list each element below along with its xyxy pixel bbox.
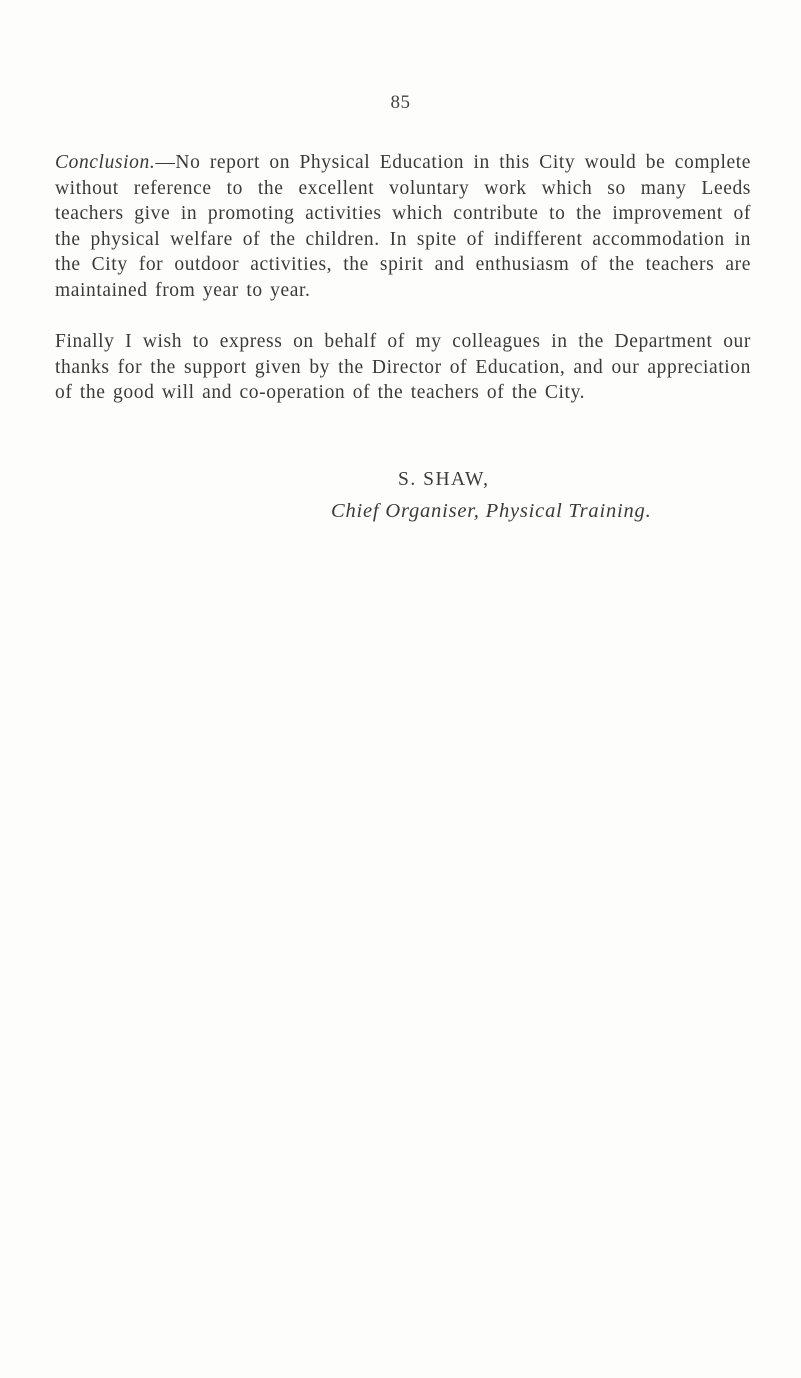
signature-title: Chief Organiser, Physical Training. [331, 500, 652, 522]
paragraph-conclusion [55, 150, 751, 304]
page-number: 85 [390, 92, 411, 113]
paragraph-thanks: Finally I wish to express on behalf of my colleagues in the Department our thanks for the support given by the Director of Education, and our appreciation of the good will and co-operation of the teachers of the City. [55, 331, 751, 404]
paragraph-text: —No report on Physical Education in this City would be complete without reference to the excellent voluntary work which so many Leeds teachers give in promoting activities which contribute to the improvement of the physical welfare of the children. In spite of indifferent accommodation in the City for outdoor activities, the spirit and enthusiasm of the teachers are maintained from year to year. [55, 152, 751, 301]
paragraph-lead-heading: Conclusion. [55, 152, 156, 173]
signature-name: S. SHAW, [398, 469, 490, 490]
